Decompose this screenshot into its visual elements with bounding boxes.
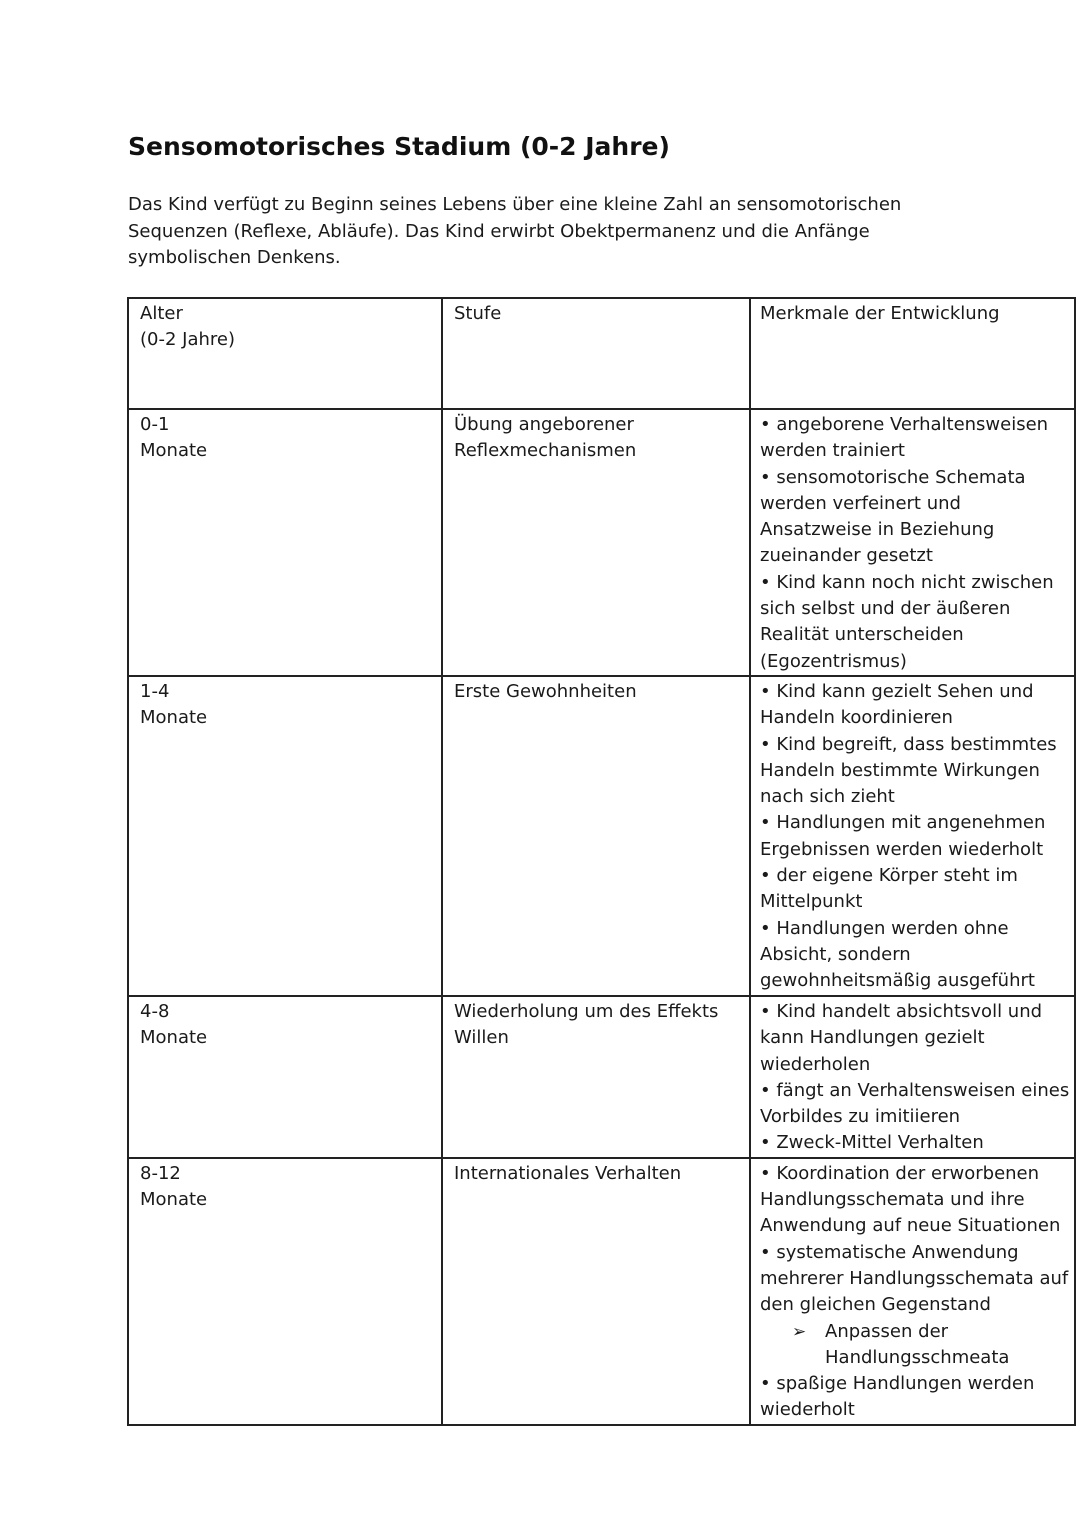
table-row — [128, 409, 1075, 676]
table-header-row — [128, 298, 1075, 409]
age-cell — [128, 676, 442, 996]
feature-line: werden verfeinert und — [760, 492, 961, 514]
feature-line: wiederholt — [760, 1399, 855, 1421]
feature-line: wiederholen — [760, 1053, 871, 1075]
stage-cell — [442, 996, 750, 1158]
stage-cell — [442, 409, 750, 676]
feature-line: Absicht, sondern — [760, 943, 911, 965]
intro-line: symbolischen Denkens. — [128, 247, 341, 268]
feature-line: • sensomotorische Schemata — [760, 466, 1026, 488]
header-age-label: Alter — [140, 303, 183, 324]
feature-line: werden trainiert — [760, 440, 905, 462]
sub-list-item — [760, 1319, 1070, 1372]
feature-line: sich selbst und der äußeren — [760, 598, 1011, 620]
feature-line: Mittelpunkt — [760, 891, 863, 913]
age-range: 8-12 — [140, 1162, 181, 1184]
age-cell — [128, 1158, 442, 1425]
feature-line: • Handlungen mit angenehmen — [760, 812, 1046, 834]
stage-line: Willen — [454, 1027, 509, 1049]
feature-line: den gleichen Gegenstand — [760, 1294, 991, 1316]
feature-line: • Kind begreift, dass bestimmtes — [760, 733, 1057, 755]
feature-line: • angeborene Verhaltensweisen — [760, 414, 1049, 435]
feature-line: (Egozentrismus) — [760, 650, 907, 672]
age-range: 1-4 — [140, 681, 170, 702]
page-title: Sensomotorisches Stadium (0-2 Jahre) — [128, 132, 670, 161]
intro-line: Das Kind verfügt zu Beginn seines Lebens über eine kleine Zahl an sensomotorischen — [128, 194, 902, 215]
header-features-cell — [750, 298, 1075, 409]
feature-line: • systematische Anwendung — [760, 1241, 1019, 1263]
intro-line: Sequenzen (Reflexe, Abläufe). Das Kind erwirbt Obektpermanenz und die Anfänge — [128, 220, 870, 242]
feature-line: nach sich zieht — [760, 786, 895, 808]
stage-line: Reflexmechanismen — [454, 440, 637, 462]
feature-line: Vorbildes zu imitiieren — [760, 1106, 961, 1128]
header-age-cell — [128, 298, 442, 409]
header-stage-label: Stufe — [454, 303, 502, 324]
header-age-range: (0-2 Jahre) — [140, 329, 235, 351]
age-unit: Monate — [140, 707, 208, 729]
feature-line: Handeln koordinieren — [760, 707, 953, 729]
table-row — [128, 676, 1075, 996]
arrow-bullet-icon: ➢ — [792, 1321, 807, 1342]
stage-cell — [442, 1158, 750, 1425]
feature-line: • der eigene Körper steht im — [760, 865, 1018, 887]
stages-table — [127, 297, 1076, 1426]
stage-line: Übung angeborener — [454, 414, 634, 435]
age-unit: Monate — [140, 440, 208, 462]
feature-line: • spaßige Handlungen werden — [760, 1373, 1035, 1395]
feature-line: Anwendung auf neue Situationen — [760, 1215, 1061, 1237]
intro-paragraph — [128, 192, 908, 272]
table-row — [128, 1158, 1075, 1425]
feature-line: • Handlungen werden ohne — [760, 917, 1009, 939]
feature-line: • fängt an Verhaltensweisen eines — [760, 1079, 1070, 1101]
stage-line: Internationales Verhalten — [454, 1162, 682, 1184]
stage-line: Erste Gewohnheiten — [454, 681, 637, 702]
feature-line: gewohnheitsmäßig ausgeführt — [760, 970, 1035, 992]
feature-line: Ergebnissen werden wiederholt — [760, 838, 1044, 860]
feature-line: Handeln bestimmte Wirkungen — [760, 759, 1040, 781]
feature-line: • Kind kann noch nicht zwischen — [760, 571, 1054, 593]
feature-line: • Kind kann gezielt Sehen und — [760, 681, 1034, 702]
sub-item-line: Anpassen der — [825, 1320, 949, 1342]
age-range: 0-1 — [140, 414, 170, 435]
feature-line: Realität unterscheiden — [760, 624, 964, 646]
features-cell — [750, 1158, 1075, 1425]
feature-line: kann Handlungen gezielt — [760, 1027, 985, 1049]
header-stage-cell — [442, 298, 750, 409]
age-cell — [128, 409, 442, 676]
stage-line: Wiederholung um des Effekts — [454, 1001, 719, 1022]
feature-line: mehrerer Handlungsschemata auf — [760, 1267, 1069, 1289]
feature-line: zueinander gesetzt — [760, 545, 933, 567]
feature-line: Ansatzweise in Beziehung — [760, 519, 995, 541]
age-unit: Monate — [140, 1027, 208, 1049]
table-row — [128, 996, 1075, 1158]
feature-line: • Zweck-Mittel Verhalten — [760, 1132, 984, 1154]
age-cell — [128, 996, 442, 1158]
header-features-label: Merkmale der Entwicklung — [760, 303, 1000, 324]
feature-line: • Koordination der erworbenen — [760, 1162, 1040, 1184]
feature-line: Handlungsschemata und ihre — [760, 1189, 1025, 1211]
sub-item-line: Handlungsschmeata — [825, 1346, 1010, 1368]
stage-cell — [442, 676, 750, 996]
features-cell — [750, 676, 1075, 996]
features-cell — [750, 409, 1075, 676]
age-unit: Monate — [140, 1189, 208, 1211]
features-cell — [750, 996, 1075, 1158]
feature-line: • Kind handelt absichtsvoll und — [760, 1001, 1043, 1022]
age-range: 4-8 — [140, 1001, 170, 1022]
